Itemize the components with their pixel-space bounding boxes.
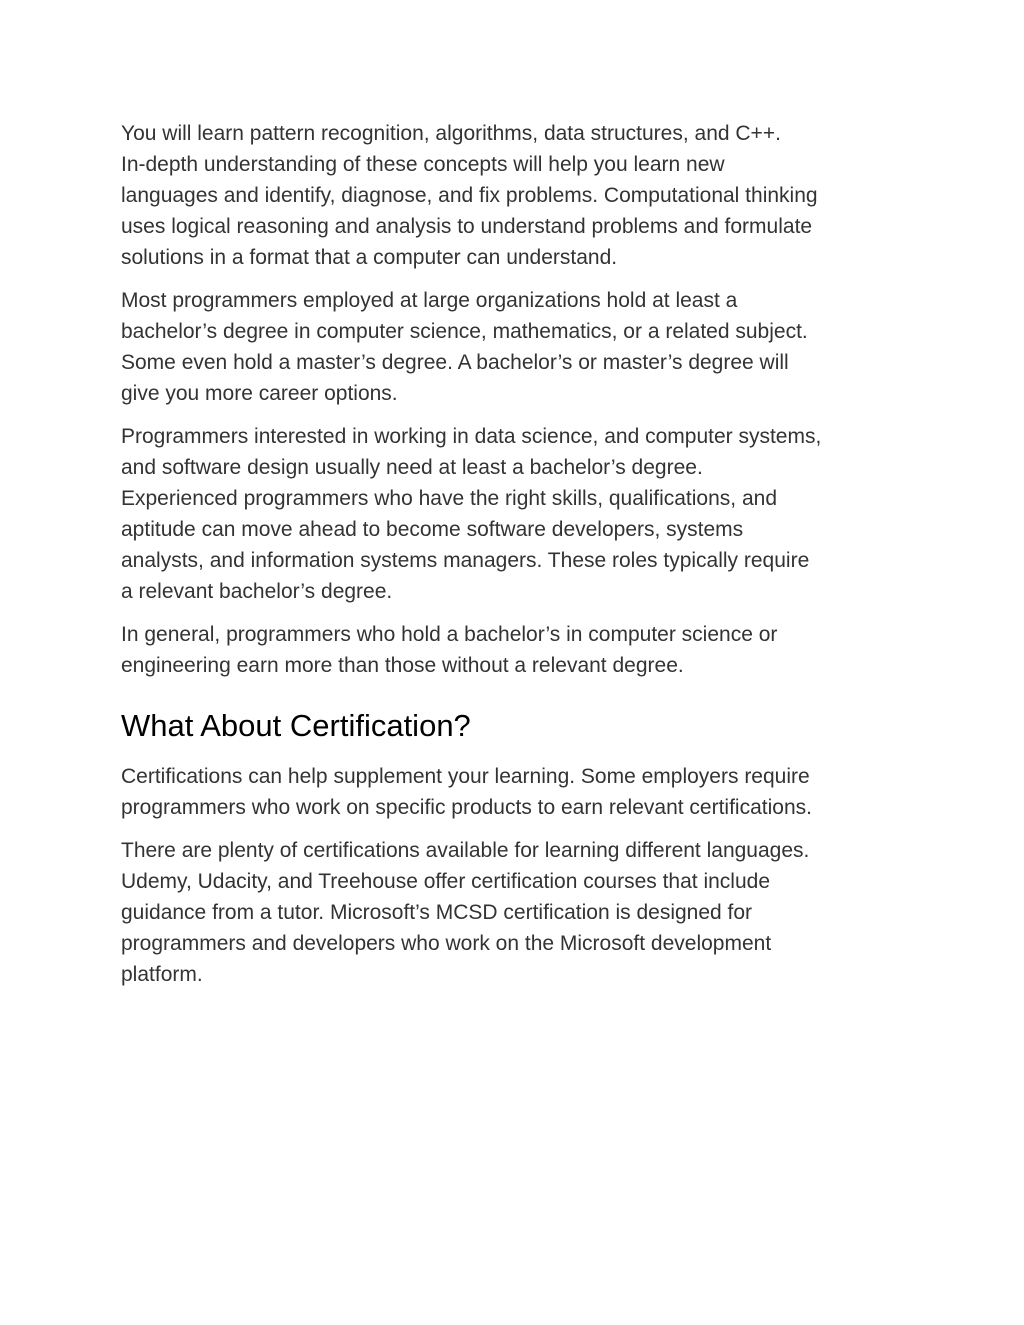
section-heading: What About Certification? (121, 708, 471, 743)
text-line: Some even hold a master’s degree. A bachelor’s or master’s degree will (121, 351, 789, 374)
text-line: aptitude can move ahead to become software developers, systems (121, 518, 744, 541)
paragraph-learning-topics (121, 118, 911, 273)
text-line: In-depth understanding of these concepts will help you learn new (121, 153, 725, 176)
text-line: Programmers interested in working in data science, and computer systems, (121, 425, 822, 448)
text-line: Experienced programmers who have the right skills, qualifications, and (121, 487, 777, 510)
text-line: In general, programmers who hold a bachelor’s in computer science or (121, 623, 778, 646)
paragraph-certification-intro (121, 761, 911, 823)
text-line: platform. (121, 963, 203, 986)
text-line: a relevant bachelor’s degree. (121, 580, 393, 603)
text-line: and software design usually need at least a bachelor’s degree. (121, 456, 703, 479)
paragraph-career-paths (121, 421, 911, 607)
text-line: Udemy, Udacity, and Treehouse offer certification courses that include (121, 870, 771, 893)
text-line: programmers and developers who work on the Microsoft development (121, 932, 772, 955)
paragraph-degree-requirements (121, 285, 911, 409)
text-line: Certifications can help supplement your learning. Some employers require (121, 765, 810, 788)
text-line: guidance from a tutor. Microsoft’s MCSD certification is designed for (121, 901, 753, 924)
text-line: analysts, and information systems managers. These roles typically require (121, 549, 810, 572)
text-line: bachelor’s degree in computer science, mathematics, or a related subject. (121, 320, 808, 343)
text-line: languages and identify, diagnose, and fix problems. Computational thinking (121, 184, 818, 207)
text-line: Most programmers employed at large organizations hold at least a (121, 289, 738, 312)
text-line: engineering earn more than those without a relevant degree. (121, 654, 684, 677)
text-line: programmers who work on specific products to earn relevant certifications. (121, 796, 812, 819)
paragraph-certification-options (121, 835, 911, 990)
document-page (121, 118, 911, 1002)
text-line: You will learn pattern recognition, algorithms, data structures, and C++. (121, 122, 781, 145)
text-line: give you more career options. (121, 382, 398, 405)
paragraph-earnings (121, 619, 911, 681)
text-line: solutions in a format that a computer can understand. (121, 246, 618, 269)
text-line: There are plenty of certifications available for learning different languages. (121, 839, 810, 862)
text-line: uses logical reasoning and analysis to understand problems and formulate (121, 215, 813, 238)
